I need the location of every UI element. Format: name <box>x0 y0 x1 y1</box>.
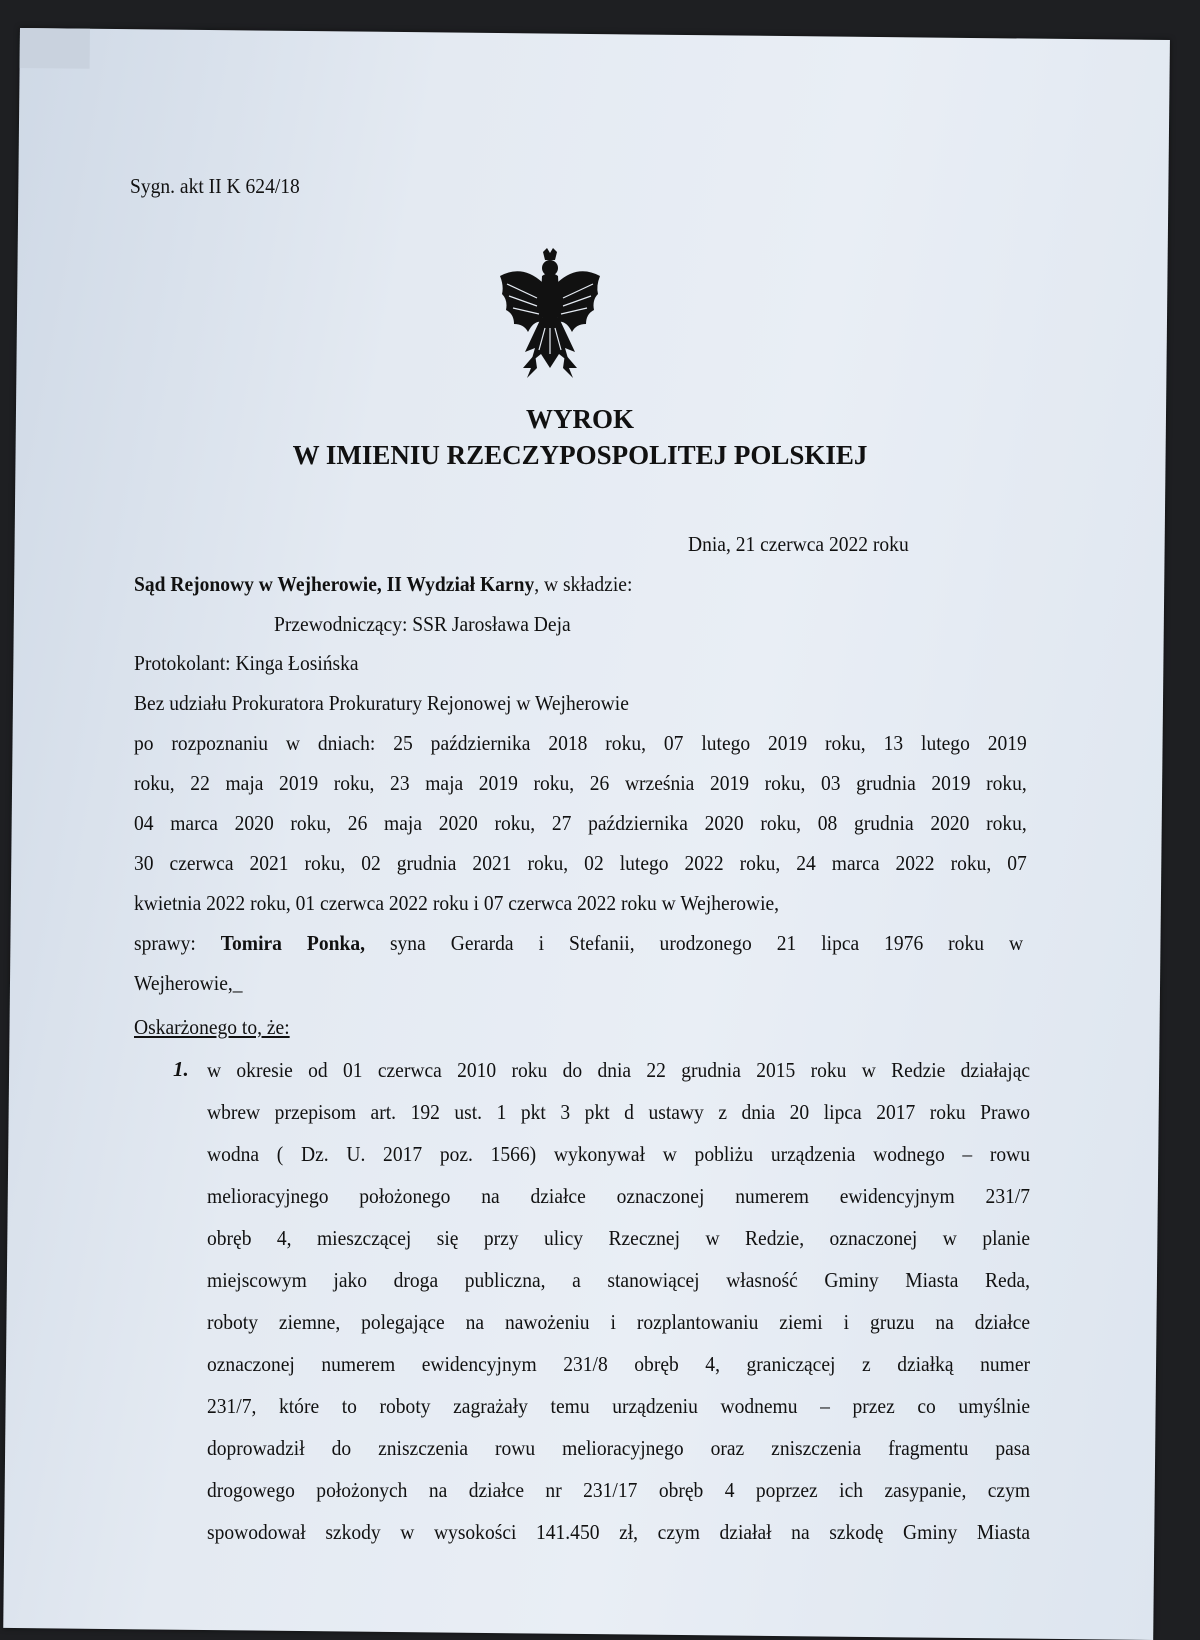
charge-number: 1. <box>173 1057 189 1081</box>
charge-line: melioracyjnego położonego na działce oznaczonej numerem ewidencyjnym 231/7 <box>207 1184 1031 1208</box>
hearing-dates-line: 30 czerwca 2021 roku, 02 grudnia 2021 roku, 02 lutego 2022 roku, 24 marca 2022 roku, 07 <box>134 851 1027 875</box>
charge-line: 231/7, które to roboty zagrażały temu urządzeniu wodnemu – przez co umyślnie <box>207 1394 1031 1418</box>
case-signature: Sygn. akt II K 624/18 <box>130 174 300 198</box>
charge-line: oznaczonej numerem ewidencyjnym 231/8 obręb 4, graniczącej z działką numer <box>207 1352 1031 1376</box>
case-defendant-line <box>134 931 1023 956</box>
presiding-judge: Przewodniczący: SSR Jarosława Deja <box>274 612 571 636</box>
hearing-dates-line: po rozpoznaniu w dniach: 25 października 2018 roku, 07 lutego 2019 roku, 13 lutego 2019 <box>134 731 1027 755</box>
court-name: Sąd Rejonowy w Wejherowie, II Wydział Karny <box>134 572 535 596</box>
hearing-dates-line: kwietnia 2022 roku, 01 czerwca 2022 roku i 07 czerwca 2022 roku w Wejherowie, <box>134 891 780 915</box>
case-prefix: sprawy: <box>134 931 221 955</box>
court-suffix: , w składzie: <box>534 572 633 596</box>
charge-heading: Oskarżonego to, że: <box>134 1015 290 1039</box>
charge-line: miejscowym jako droga publiczna, a stanowiącej własność Gminy Miasta Reda, <box>207 1268 1031 1292</box>
charge-line: roboty ziemne, polegające na nawożeniu i rozplantowaniu ziemi i gruzu na działce <box>207 1310 1031 1334</box>
judgment-date: Dnia, 21 czerwca 2022 roku <box>688 532 909 556</box>
charge-line: drogowego położonych na działce nr 231/17 obręb 4 poprzez ich zasypanie, czym <box>207 1478 1031 1502</box>
defendant-name: Tomira Ponka, <box>220 931 365 955</box>
hearing-dates-line: roku, 22 maja 2019 roku, 23 maja 2019 roku, 26 września 2019 roku, 03 grudnia 2019 roku, <box>134 771 1027 795</box>
charge-line: wodna ( Dz. U. 2017 poz. 1566) wykonywał w pobliżu urządzenia wodnego – rowu <box>207 1142 1031 1166</box>
polish-eagle-emblem-icon <box>495 248 605 388</box>
defendant-place: Wejherowie,_ <box>134 971 243 995</box>
prosecutor-note: Bez udziału Prokuratora Prokuratury Rejonowej w Wejherowie <box>134 691 629 715</box>
hearing-dates-line: 04 marca 2020 roku, 26 maja 2020 roku, 27 października 2020 roku, 08 grudnia 2020 roku, <box>134 811 1027 835</box>
defendant-details: syna Gerarda i Stefanii, urodzonego 21 lipca 1976 roku w <box>364 931 1024 955</box>
court-line <box>134 572 632 597</box>
page-corner <box>20 28 90 69</box>
charge-line: w okresie od 01 czerwca 2010 roku do dnia 22 grudnia 2015 roku w Redzie działając <box>207 1058 1031 1082</box>
charge-line: wbrew przepisom art. 192 ust. 1 pkt 3 pkt d ustawy z dnia 20 lipca 2017 roku Prawo <box>207 1100 1031 1124</box>
charge-line: spowodował szkody w wysokości 141.450 zł, czym działał na szkodę Gminy Miasta <box>207 1520 1031 1544</box>
court-clerk: Protokolant: Kinga Łosińska <box>134 651 359 675</box>
charge-line: doprowadził do zniszczenia rowu melioracyjnego oraz zniszczenia fragmentu pasa <box>207 1436 1031 1460</box>
charge-line: obręb 4, mieszczącej się przy ulicy Rzecznej w Redzie, oznaczonej w planie <box>207 1226 1031 1250</box>
document-title: WYROK <box>526 404 634 434</box>
document-subtitle: W IMIENIU RZECZYPOSPOLITEJ POLSKIEJ <box>292 440 868 470</box>
